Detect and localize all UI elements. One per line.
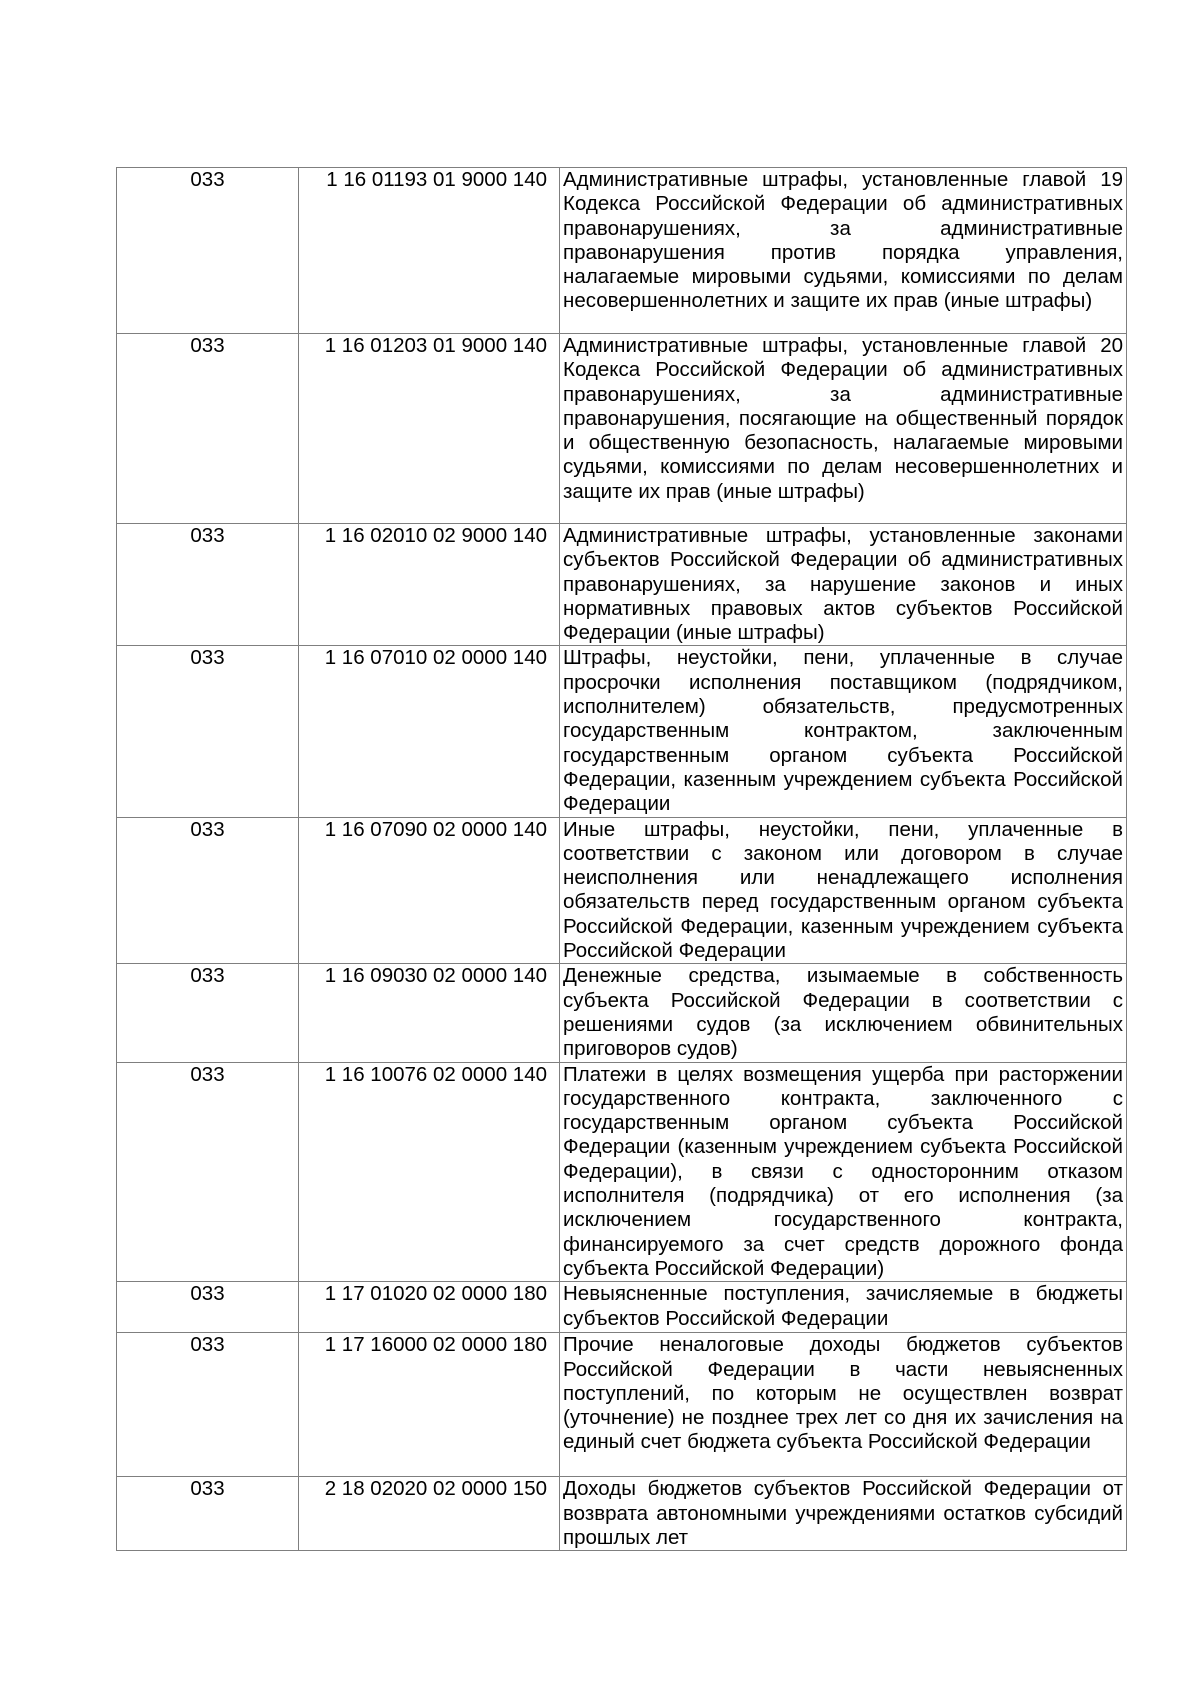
revenue-name-cell — [560, 168, 1127, 334]
table-body — [117, 168, 1127, 1551]
table-row — [117, 1333, 1127, 1477]
budget-classification-code-cell: 1 17 16000 02 0000 180 — [299, 1333, 560, 1477]
revenue-name-cell — [560, 334, 1127, 524]
revenue-name-text: Доходы бюджетов субъектов Российской Федерации от возврата автономными учреждениями остатков субсидий прошлых лет — [563, 1477, 1123, 1549]
admin-code-cell: 033 — [117, 524, 299, 646]
admin-code-cell: 033 — [117, 817, 299, 964]
budget-classification-code-cell: 2 18 02020 02 0000 150 — [299, 1477, 560, 1551]
admin-code-cell: 033 — [117, 1477, 299, 1551]
table-row — [117, 524, 1127, 646]
budget-classification-code-cell: 1 17 01020 02 0000 180 — [299, 1282, 560, 1333]
revenue-name-text: Административные штрафы, установленные главой 20 Кодекса Российской Федерации об административных правонарушениях, за административные правонарушения, посягающие на общественный порядок и общественную безопасность, налагаемые мировыми судьями, комиссиями по делам несовершеннолетних и защите их прав (иные штрафы) — [563, 334, 1123, 503]
revenue-name-text: Прочие неналоговые доходы бюджетов субъектов Российской Федерации в части невыясненных поступлений, по которым не осуществлен возврат (уточнение) не позднее трех лет со дня их зачисления на единый счет бюджета субъекта Российской Федерации — [563, 1333, 1123, 1454]
admin-code-cell: 033 — [117, 168, 299, 334]
revenue-name-cell — [560, 1062, 1127, 1282]
revenue-name-text: Штрафы, неустойки, пени, уплаченные в случае просрочки исполнения поставщиком (подрядчиком, исполнителем) обязательств, предусмотренных государственным контрактом, заключенным государственным органом субъекта Российской Федерации, казенным учреждением субъекта Российской Федерации — [563, 646, 1123, 816]
table-row — [117, 168, 1127, 334]
revenue-name-text: Иные штрафы, неустойки, пени, уплаченные в соответствии с законом или договором в случае неисполнения или ненадлежащего исполнения обязательств перед государственным органом субъекта Российской Федерации, казенным учреждением субъекта Российской Федерации — [563, 817, 1123, 963]
table-row — [117, 1282, 1127, 1333]
revenue-name-cell — [560, 964, 1127, 1062]
table-row — [117, 817, 1127, 964]
revenue-name-text: Денежные средства, изымаемые в собственность субъекта Российской Федерации в соответствии с решениями судов (за исключением обвинительных приговоров судов) — [563, 964, 1123, 1061]
admin-code-cell: 033 — [117, 1282, 299, 1333]
revenue-name-cell — [560, 1333, 1127, 1477]
revenue-name-text: Невыясненные поступления, зачисляемые в бюджеты субъектов Российской Федерации — [563, 1282, 1123, 1330]
revenue-name-text: Административные штрафы, установленные законами субъектов Российской Федерации об административных правонарушениях, за нарушение законов и иных нормативных правовых актов субъектов Российской Федерации (иные штрафы) — [563, 524, 1123, 645]
admin-code-cell: 033 — [117, 646, 299, 817]
revenue-name-cell — [560, 1477, 1127, 1551]
budget-classification-code-cell: 1 16 10076 02 0000 140 — [299, 1062, 560, 1282]
admin-code-cell: 033 — [117, 334, 299, 524]
budget-classification-code-cell: 1 16 01193 01 9000 140 — [299, 168, 560, 334]
revenue-name-text: Платежи в целях возмещения ущерба при расторжении государственного контракта, заключенного с государственным органом субъекта Российской Федерации (казенным учреждением субъекта Российской Федерации), в связи с односторонним отказом исполнителя (подрядчика) от его исполнения (за исключением государственного контракта, финансируемого за счет средств дорожного фонда субъекта Российской Федерации) — [563, 1062, 1123, 1280]
table-row — [117, 1477, 1127, 1551]
budget-codes-table — [116, 167, 1127, 1551]
budget-classification-code-cell: 1 16 09030 02 0000 140 — [299, 964, 560, 1062]
budget-classification-code-cell: 1 16 02010 02 9000 140 — [299, 524, 560, 646]
admin-code-cell: 033 — [117, 964, 299, 1062]
table-row — [117, 964, 1127, 1062]
admin-code-cell: 033 — [117, 1333, 299, 1477]
admin-code-cell: 033 — [117, 1062, 299, 1282]
budget-classification-code-cell: 1 16 07010 02 0000 140 — [299, 646, 560, 817]
revenue-name-cell — [560, 817, 1127, 964]
revenue-name-cell — [560, 646, 1127, 817]
table-row — [117, 646, 1127, 817]
budget-classification-code-cell: 1 16 07090 02 0000 140 — [299, 817, 560, 964]
table-row — [117, 334, 1127, 524]
revenue-name-cell — [560, 1282, 1127, 1333]
revenue-name-cell — [560, 524, 1127, 646]
table-row — [117, 1062, 1127, 1282]
budget-classification-code-cell: 1 16 01203 01 9000 140 — [299, 334, 560, 524]
revenue-name-text: Административные штрафы, установленные главой 19 Кодекса Российской Федерации об административных правонарушениях, за административные правонарушения против порядка управления, налагаемые мировыми судьями, комиссиями по делам несовершеннолетних и защите их прав (иные штрафы) — [563, 168, 1123, 313]
